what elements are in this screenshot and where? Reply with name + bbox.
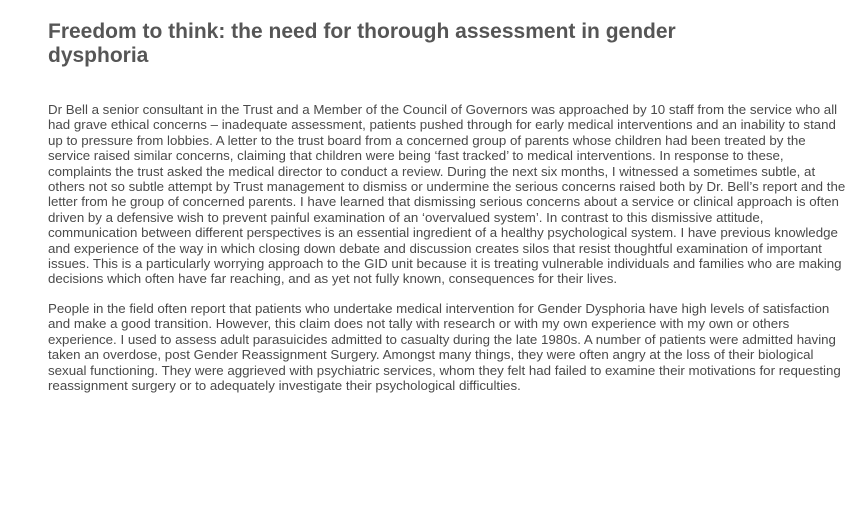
article (48, 20, 848, 393)
article-paragraph-2: People in the field often report that patients who undertake medical intervention for Gender Dysphoria have high levels of satisfaction and make a good transition. However, this claim does not tally with research or with my own experience with my own or others experience. I used to assess adult parasuicides admitted to casualty during the late 1980s. A number of patients were admitted having taken an overdose, post Gender Reassignment Surgery. Amongst many things, they were often angry at the loss of their biological sexual functioning. They were aggrieved with psychiatric services, whom they felt had failed to examine their motivations for requesting reassignment surgery or to adequately investigate their psychological difficulties. (48, 300, 841, 393)
article-title: Freedom to think: the need for thorough assessment in gender dysphoria (48, 20, 676, 67)
article-paragraph-1: Dr Bell a senior consultant in the Trust and a Member of the Council of Governors was approached by 10 staff from the service who all had grave ethical concerns – inadequate assessment, patients pushed through for early medical interventions and an inability to stand up to pressure from lobbies. A letter to the trust board from a concerned group of parents whose children had been treated by the service raised similar concerns, claiming that children were being ‘fast tracked’ to medical interventions. In response to these, complaints the trust asked the medical director to conduct a review. During the next six months, I witnessed a sometimes subtle, at others not so subtle attempt by Trust management to dismiss or undermine the serious concerns raised both by Dr. Bell’s report and the letter from he group of concerned parents. I have learned that dismissing serious concerns about a service or clinical approach is often driven by a defensive wish to prevent painful examination of an ‘overvalued system’. In contrast to this dismissive attitude, communication between different perspectives is an essential ingredient of a healthy psychological system. I have previous knowledge and experience of the way in which closing down debate and discussion creates silos that resist thoughtful examination of important issues. This is a particularly worrying approach to the GID unit because it is treating vulnerable individuals and families who are making decisions which often have far reaching, and as yet not fully known, consequences for their lives. (48, 102, 846, 287)
